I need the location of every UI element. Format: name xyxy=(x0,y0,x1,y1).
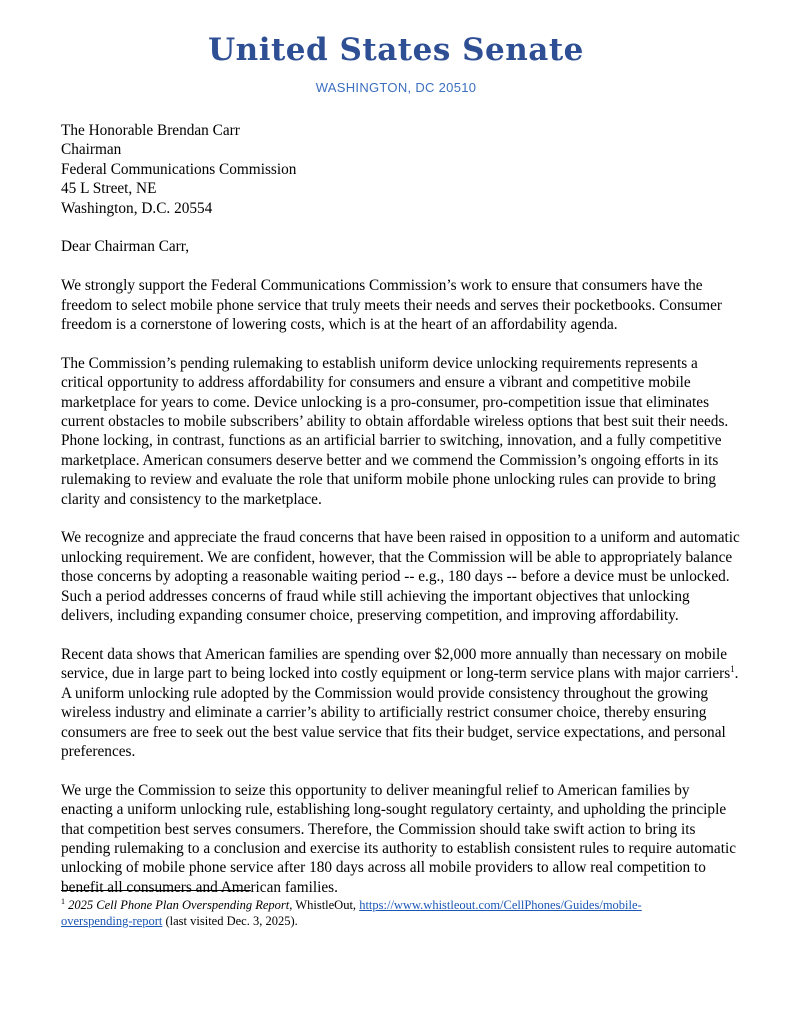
footnote-link-part-2: overspending-report xyxy=(61,914,163,928)
letter-body xyxy=(61,121,741,897)
letterhead xyxy=(0,30,792,96)
footnote-report-title: 2025 Cell Phone Plan Overspending Report xyxy=(68,898,290,912)
addressee-block xyxy=(61,121,741,218)
addressee-title: Chairman xyxy=(61,141,122,159)
footnote-reference: 1 xyxy=(730,664,735,675)
footnote-link-part-1: https://www.whistleout.com/CellPhones/Guides/mobile- xyxy=(359,898,642,912)
senate-title: United States Senate xyxy=(208,32,584,68)
footnote-number: 1 xyxy=(61,896,65,906)
footnote-divider xyxy=(61,890,251,891)
senate-address: WASHINGTON, DC 20510 xyxy=(315,80,477,95)
paragraph-4 xyxy=(61,645,741,761)
paragraph-2: The Commission’s pending rulemaking to establish uniform device unlocking requirements represents a critical opportunity to address affordability for consumers and ensure a vibrant and competitive mobile marketplace for years to come. Device unlocking is a pro-consumer, pro-competition issue that eliminates current obstacles to mobile subscribers’ ability to obtain affordable wireless options that best suit their needs. Phone locking, in contrast, functions as an artificial barrier to switching, innovation, and a fully competitive marketplace. American consumers deserve better and we commend the Commission’s ongoing efforts in its rulemaking to review and evaluate the role that uniform mobile phone unlocking rules can provide to bring clarity and consistency to the marketplace. xyxy=(61,354,729,508)
footnote-visited-date: (last visited Dec. 3, 2025). xyxy=(162,914,298,928)
addressee-organization: Federal Communications Commission xyxy=(61,160,297,178)
paragraph-4-text-before-note: Recent data shows that American families are spending over $2,000 more annually than necessary on mobile service, due in large part to being locked into costly equipment or long-term service plans with major carriers xyxy=(61,645,731,683)
footnote-source: , WhistleOut, xyxy=(289,898,360,912)
paragraph-3: We recognize and appreciate the fraud concerns that have been raised in opposition to a uniform and automatic unlocking requirement. We are confident, however, that the Commission will be able to appropriately balance those concerns by adopting a reasonable waiting period -- e.g., 180 days -- before a device must be unlocked. Such a period addresses concerns of fraud while still achieving the important objectives that unlocking delivers, including expanding consumer choice, preserving competition, and improving affordability. xyxy=(61,529,740,625)
paragraph-1: We strongly support the Federal Communications Commission’s work to ensure that consumers have the freedom to select mobile phone service that truly meets their needs and serves their pocketbooks. Consumer freedom is a cornerstone of lowering costs, which is at the heart of an affordability agenda. xyxy=(61,277,722,334)
paragraph-5: We urge the Commission to seize this opportunity to deliver meaningful relief to American families by enacting a uniform unlocking rule, establishing long-sought regulatory certainty, and upholding the principle that competition best serves consumers. Therefore, the Commission should take swift action to bring its pending rulemaking to a conclusion and exercise its authority to establish consistent rules to require automatic unlocking of mobile phone service after 180 days across all mobile providers to allow real competition to benefit all consumers and American families. xyxy=(61,781,737,896)
footnote xyxy=(61,897,741,929)
addressee-city: Washington, D.C. 20554 xyxy=(61,199,213,217)
addressee-street: 45 L Street, NE xyxy=(61,180,157,198)
paragraph-4-text-after-note: . A uniform unlocking rule adopted by the Commission would provide consistency throughout the growing wireless industry and eliminate a carrier’s ability to artificially restrict consumer choice, thereby ensuring consumers are free to seek out the best value service that fits their budget, service expectations, and personal preferences. xyxy=(61,665,739,760)
salutation: Dear Chairman Carr, xyxy=(61,238,190,256)
addressee-name: The Honorable Brendan Carr xyxy=(61,122,240,139)
